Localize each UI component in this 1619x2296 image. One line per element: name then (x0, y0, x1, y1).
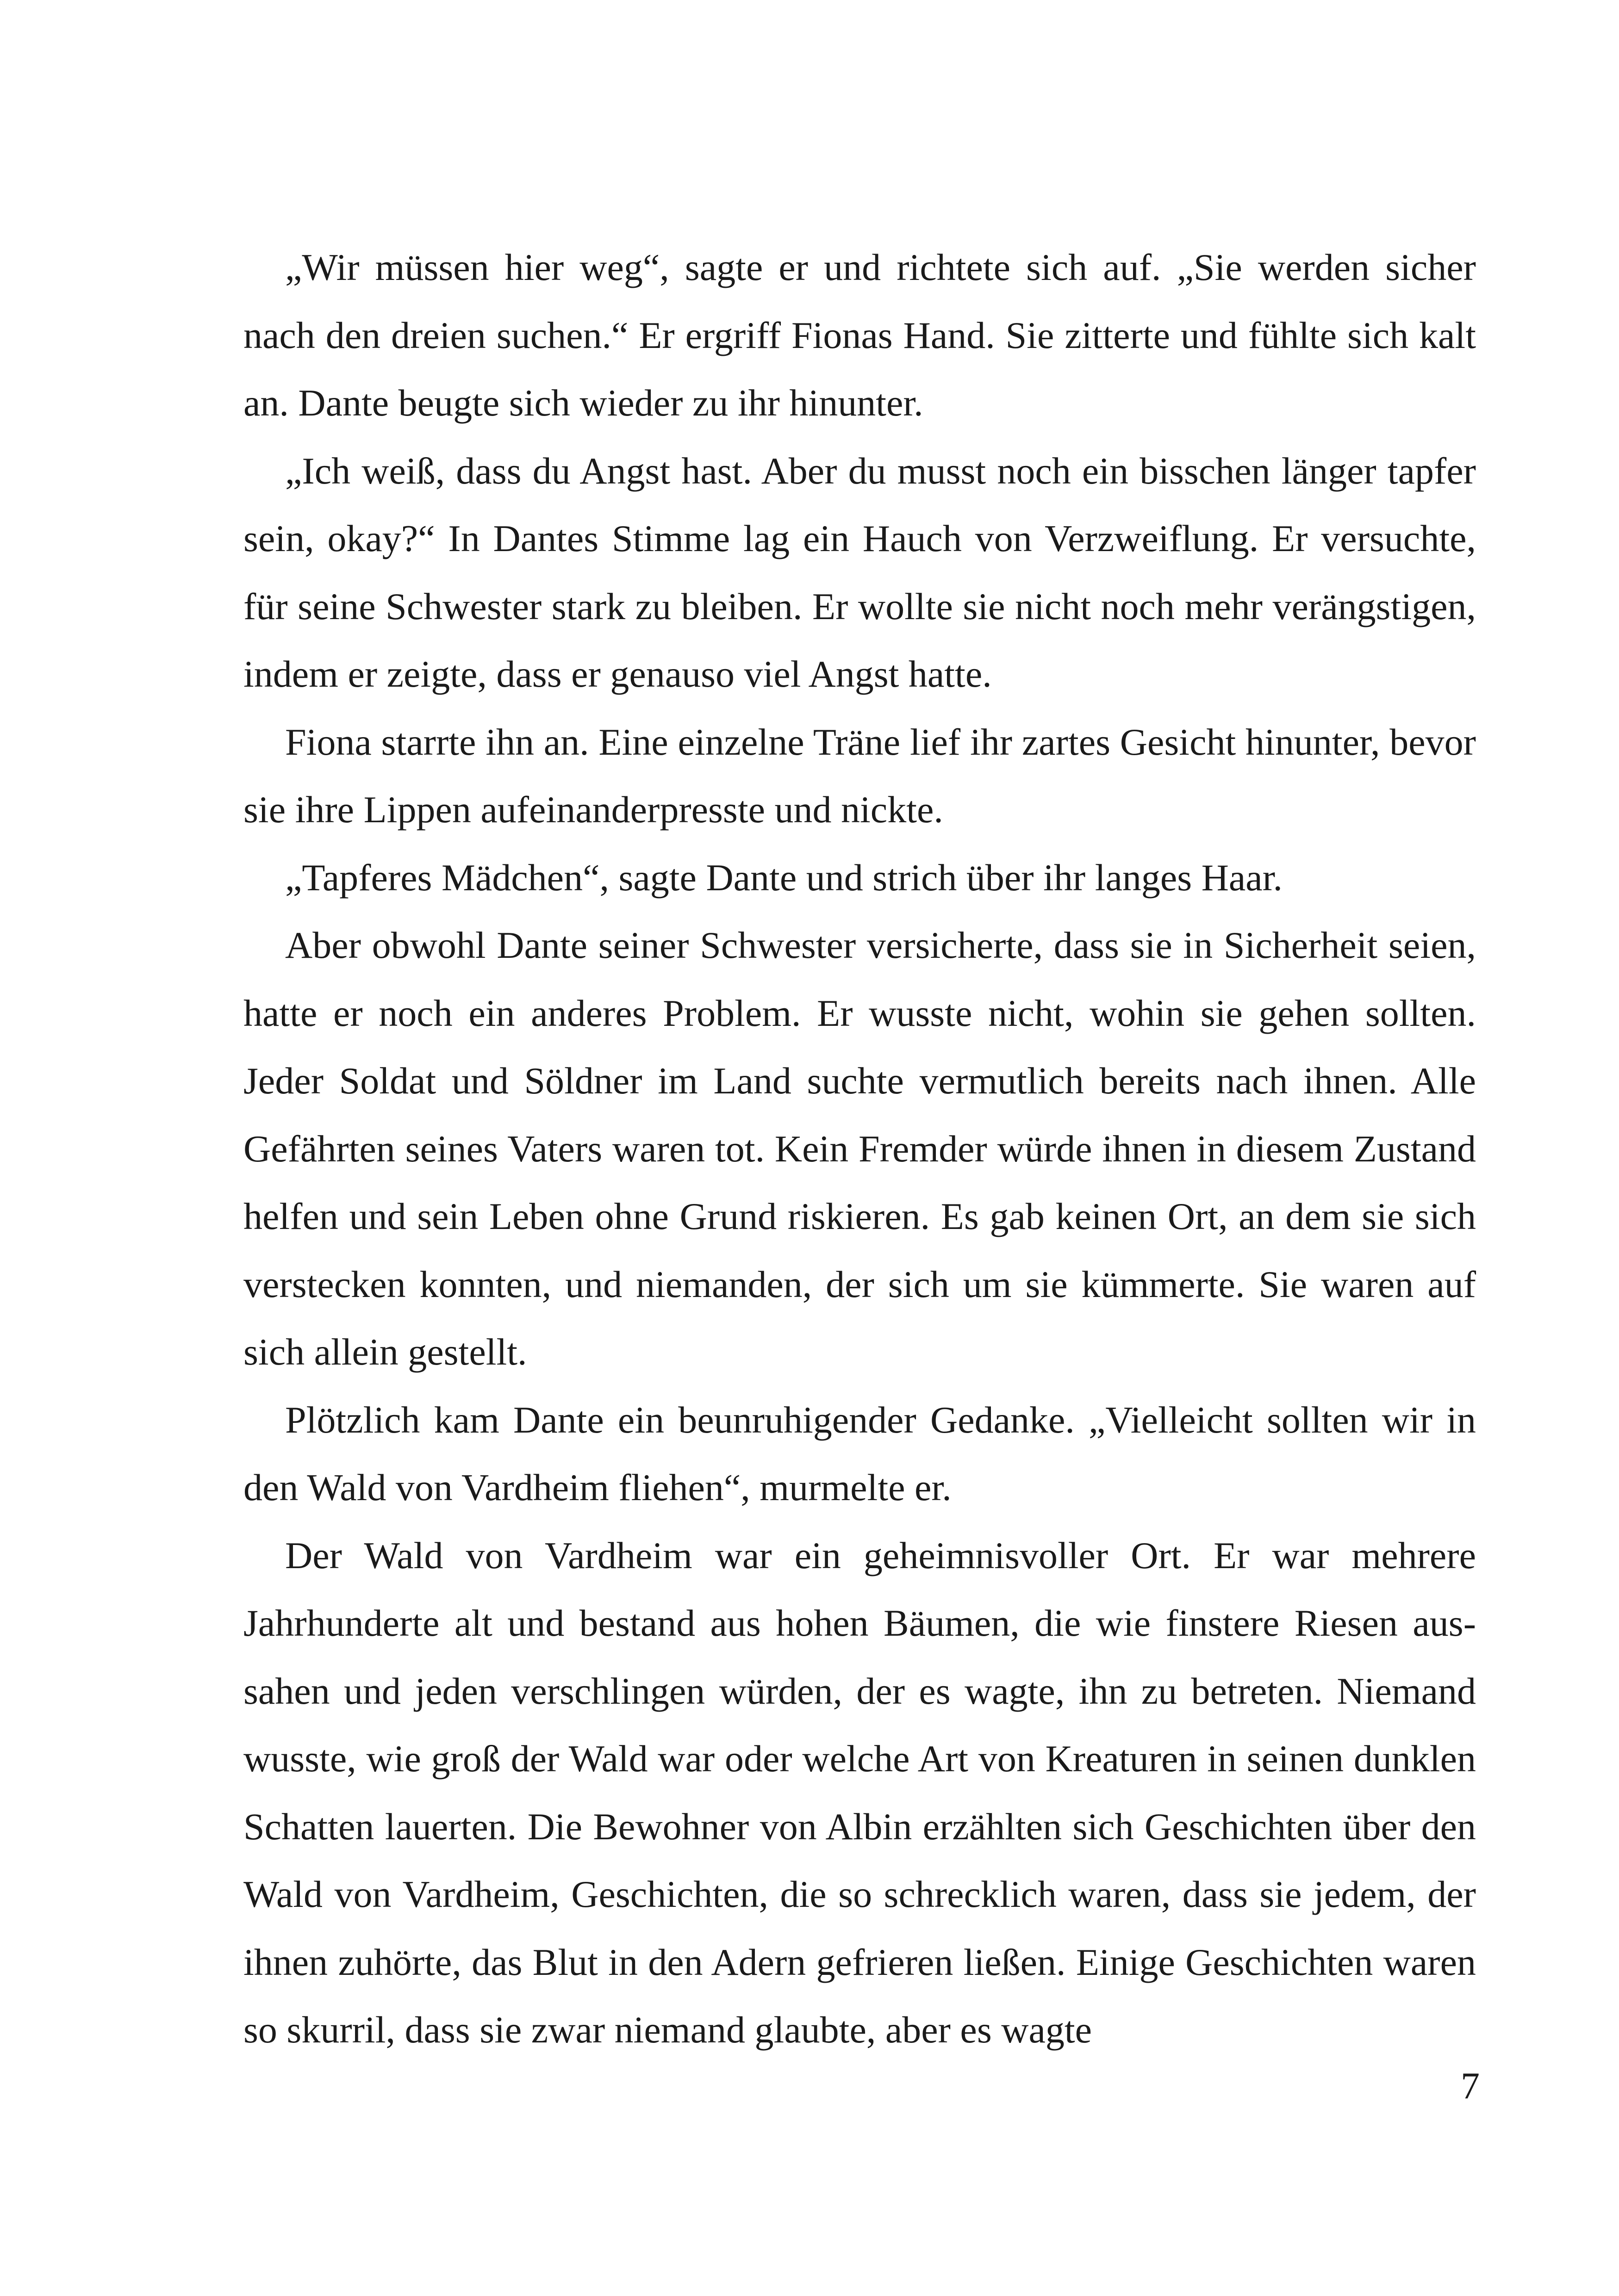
paragraph-2: „Ich weiß, dass du Angst hast. Aber du musst noch ein bisschen länger tapfer sein, okay?“ In Dantes Stimme lag ein Hauch von Verzweiflung. Er versuchte, für seine Schwester stark zu bleiben. Er wollte sie nicht noch mehr verängstigen, indem er zeigte, dass er genauso viel Angst hatte. (243, 449, 1476, 695)
paragraph-4: „Tapferes Mädchen“, sagte Dante und strich über ihr langes Haar. (285, 856, 1283, 899)
paragraph-3: Fiona starrte ihn an. Eine einzelne Träne lief ihr zartes Gesicht hinunter, bevor sie ihre Lippen aufeinanderpresste und nickte. (243, 720, 1476, 831)
paragraph-1: „Wir müssen hier weg“, sagte er und richtete sich auf. „Sie werden sicher nach den dreien suchen.“ Er ergriff Fionas Hand. Sie zitterte und fühlte sich kalt an. Dante beugte sich wieder zu ihr hinunter. (243, 246, 1476, 424)
body-text (243, 234, 1476, 2064)
paragraph-6: Plötzlich kam Dante ein beunruhigender Gedanke. „Vielleicht sollten wir in den Wald von Vardheim fliehen“, murmelte er. (243, 1398, 1476, 1508)
page-number: 7 (1461, 2065, 1480, 2107)
paragraph-7: Der Wald von Vardheim war ein geheimnisvoller Ort. Er war mehrere Jahrhunderte alt und bestand aus hohen Bäumen, die wie finstere Riesen aussahen und jeden verschlingen würden, der es wagte, ihn zu betreten. Niemand wusste, wie groß der Wald war oder welche Art von Kreaturen in seinen dunklen Schatten lauerten. Die Bewohner von Albin erzählten sich Geschichten über den Wald von Vardheim, Geschichten, die so schrecklich waren, dass sie jedem, der ihnen zuhörte, das Blut in den Adern gefrieren ließen. Einige Geschichten waren so skurril, dass sie zwar niemand glaubte, aber es wagte (243, 1534, 1476, 2051)
paragraph-5: Aber obwohl Dante seiner Schwester versicherte, dass sie in Sicherheit seien, hatte er noch ein anderes Problem. Er wusste nicht, wohin sie gehen sollten. Jeder Soldat und Söldner im Land suchte vermutlich bereits nach ihnen. Alle Gefährten seines Vaters waren tot. Kein Fremder würde ihnen in diesem Zustand helfen und sein Leben ohne Grund riskieren. Es gab keinen Ort, an dem sie sich verstecken konnten, und niemanden, der sich um sie kümmerte. Sie waren auf sich allein gestellt. (243, 924, 1476, 1373)
